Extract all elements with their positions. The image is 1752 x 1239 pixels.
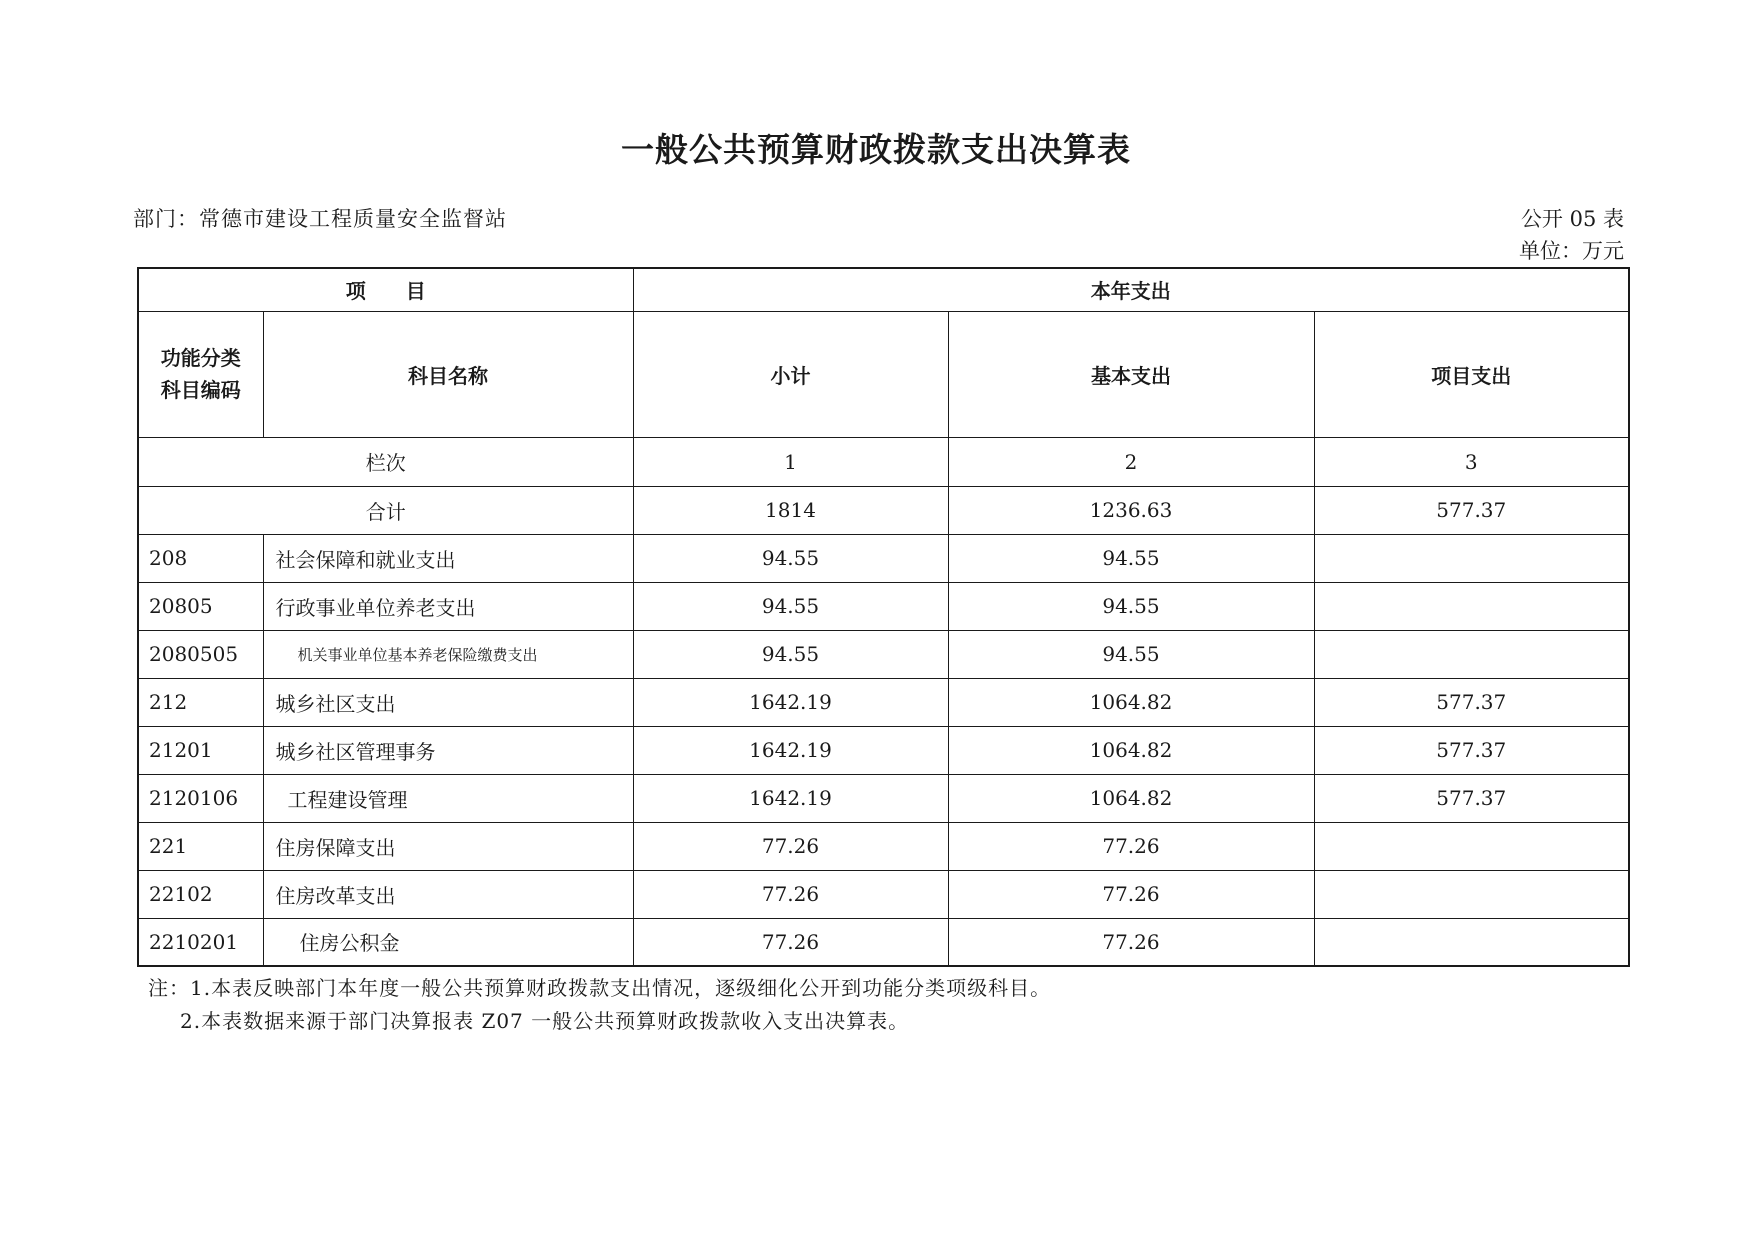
row-code: 221 [138,822,263,870]
row-name: 机关事业单位基本养老保险缴费支出 [263,630,633,678]
row-project [1314,630,1629,678]
row-basic: 94.55 [948,534,1314,582]
row-code: 2080505 [138,630,263,678]
row-project [1314,534,1629,582]
row-name: 社会保障和就业支出 [263,534,633,582]
row-project: 577.37 [1314,726,1629,774]
row-code: 21201 [138,726,263,774]
total-subtotal: 1814 [633,486,948,534]
row-code: 208 [138,534,263,582]
total-project: 577.37 [1314,486,1629,534]
row-name: 行政事业单位养老支出 [263,582,633,630]
row-basic: 77.26 [948,870,1314,918]
table-row [138,918,1629,966]
row-basic: 1064.82 [948,678,1314,726]
table-row [138,870,1629,918]
row-subtotal: 1642.19 [633,774,948,822]
page-title: 一般公共预算财政拨款支出决算表 [621,130,1131,169]
table-row [138,726,1629,774]
column-num-1: 1 [633,437,948,486]
table-row [138,534,1629,582]
header-current-year: 本年支出 [633,268,1629,311]
column-num-2: 2 [948,437,1314,486]
table-row [138,822,1629,870]
column-row-label: 栏次 [138,437,633,486]
row-subtotal: 77.26 [633,870,948,918]
row-basic: 94.55 [948,582,1314,630]
row-subtotal: 94.55 [633,534,948,582]
total-basic: 1236.63 [948,486,1314,534]
table-row [138,678,1629,726]
column-num-3: 3 [1314,437,1629,486]
row-project [1314,822,1629,870]
row-name: 住房公积金 [263,918,633,966]
row-subtotal: 77.26 [633,822,948,870]
unit-label: 单位：万元 [1519,239,1624,263]
header-name: 科目名称 [263,311,633,437]
total-row [138,486,1629,534]
row-basic: 1064.82 [948,774,1314,822]
header-subtotal: 小计 [633,311,948,437]
header-row-2 [138,311,1629,437]
row-basic: 1064.82 [948,726,1314,774]
row-project [1314,918,1629,966]
header-code: 功能分类科目编码 [138,311,263,437]
row-code: 20805 [138,582,263,630]
row-subtotal: 94.55 [633,582,948,630]
row-name: 工程建设管理 [263,774,633,822]
row-subtotal: 77.26 [633,918,948,966]
table-row [138,582,1629,630]
row-subtotal: 94.55 [633,630,948,678]
column-number-row [138,437,1629,486]
row-basic: 94.55 [948,630,1314,678]
header-item: 项 目 [138,268,633,311]
header-project: 项目支出 [1314,311,1629,437]
row-code: 2210201 [138,918,263,966]
row-code: 2120106 [138,774,263,822]
row-project: 577.37 [1314,774,1629,822]
total-label: 合计 [138,486,633,534]
row-name: 城乡社区管理事务 [263,726,633,774]
row-name: 住房改革支出 [263,870,633,918]
footnote-1: 注：1.本表反映部门本年度一般公共预算财政拨款支出情况，逐级细化公开到功能分类项级科目。 [148,976,1052,1000]
department-label: 部门：常德市建设工程质量安全监督站 [133,207,507,231]
row-subtotal: 1642.19 [633,678,948,726]
row-subtotal: 1642.19 [633,726,948,774]
row-code: 22102 [138,870,263,918]
footnotes [148,972,1051,1038]
row-name: 城乡社区支出 [263,678,633,726]
header-basic: 基本支出 [948,311,1314,437]
row-code: 212 [138,678,263,726]
row-basic: 77.26 [948,822,1314,870]
row-project: 577.37 [1314,678,1629,726]
footnote-2: 2.本表数据来源于部门决算报表 Z07 一般公共预算财政拨款收入支出决算表。 [180,1009,910,1033]
row-project [1314,870,1629,918]
table-row [138,630,1629,678]
row-basic: 77.26 [948,918,1314,966]
row-name: 住房保障支出 [263,822,633,870]
row-project [1314,582,1629,630]
expenditure-table [137,267,1630,967]
header-row-1 [138,268,1629,311]
table-row [138,774,1629,822]
form-number: 公开 05 表 [1520,207,1624,231]
